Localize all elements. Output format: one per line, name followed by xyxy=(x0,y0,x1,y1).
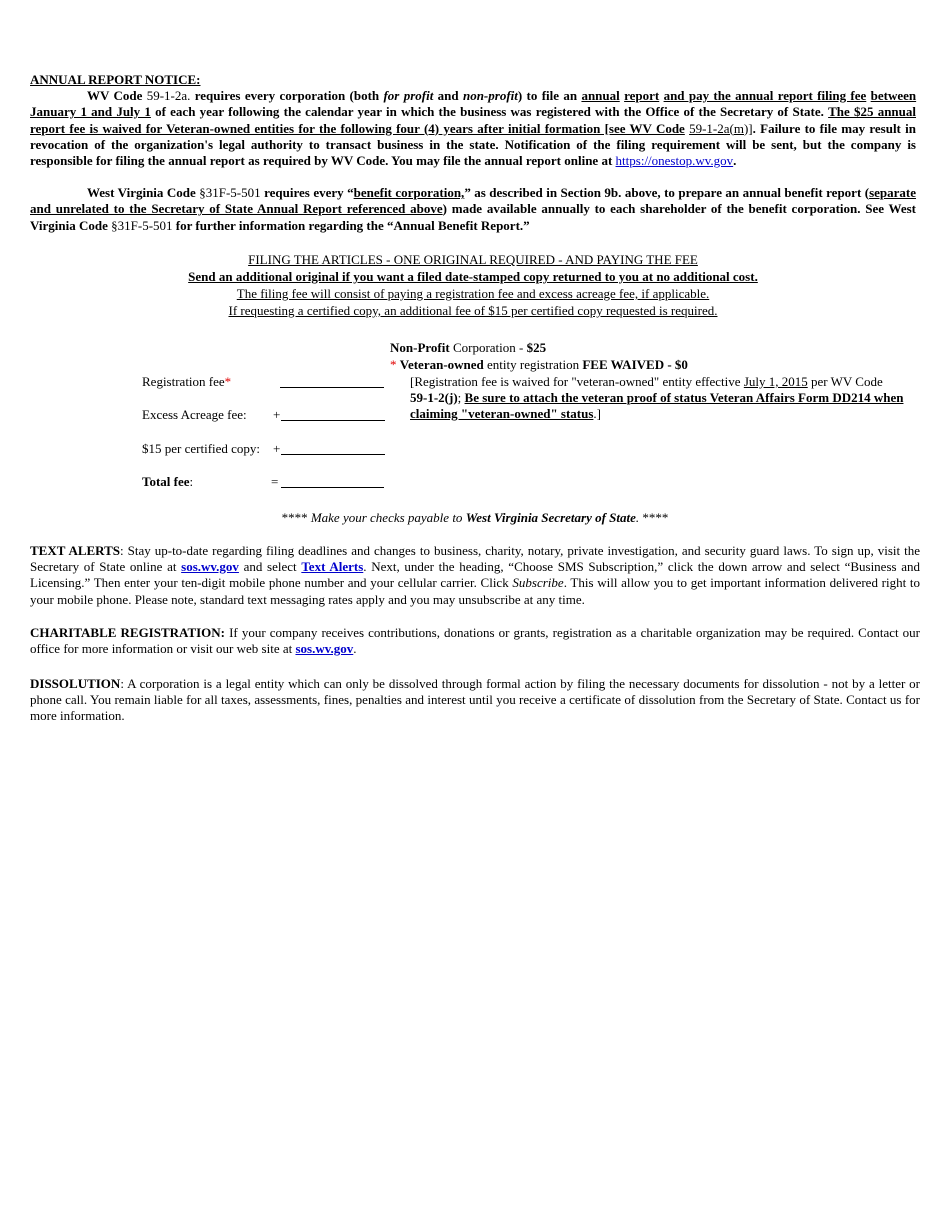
veteran-note: [Registration fee is waived for "veteran-owned" entity effective July 1, 2015 per WV Code 59-1-2(j); Be sure to attach the veteran proof of status Veteran Affairs Form DD214 when claiming "veteran-owned" status.] xyxy=(410,374,904,422)
onestop-link[interactable]: https://onestop.wv.gov xyxy=(615,153,734,169)
filing-title: FILING THE ARTICLES - ONE ORIGINAL REQUIRED - AND PAYING THE FEE xyxy=(248,252,698,267)
filing-section xyxy=(30,251,916,319)
sos-link[interactable]: sos.wv.gov xyxy=(181,559,239,575)
registration-fee-label: Registration fee* xyxy=(142,374,232,389)
dissolution-paragraph: DISSOLUTION: A corporation is a legal entity which can only be dissolved through formal action by filing the necessary documents for dissolution - not by a letter or phone call. You remain liable for all taxes, assessments, fines, penalties and interest until you receive a certificate of dissolution from the Secretary of State. Contact us for more information. xyxy=(30,676,920,724)
filing-line-2: Send an additional original if you want a filed date-stamped copy returned to you at no additional cost. xyxy=(188,269,758,284)
total-fee-field[interactable] xyxy=(281,476,384,488)
total-fee-label: Total fee: xyxy=(142,474,194,489)
text-alerts-link[interactable]: Text Alerts xyxy=(301,559,364,575)
annual-report-paragraph: WV Code 59-1-2a. requires every corporation (both for profit and non-profit) to file an annual report and pay the annual report filing fee between January 1 and July 1 of each year following the calendar year in which the business was registered with the Office of the Secretary of State. The $25 annual report fee is waived for Veteran-owned entities for the following four (4) years after initial formation [see WV Code 59-1-2a(m)]. Failure to file may result in revocation of the organization's legal authority to transact business in the state. Notification of the filing requirement will be sent, but the company is responsible for filing the annual report as required by WV Code. You may file the annual report online at https://onestop.wv.gov. xyxy=(30,88,917,169)
sos-link-charitable[interactable]: sos.wv.gov xyxy=(295,641,354,657)
checks-payable-line: **** Make your checks payable to West Virginia Secretary of State. **** xyxy=(281,510,669,525)
excess-acreage-field[interactable] xyxy=(281,409,385,421)
benefit-corporation-paragraph: West Virginia Code §31F-5-501 requires every “benefit corporation,” as described in Section 9b. above, to prepare an annual benefit report (separate and unrelated to the Secretary of State Annual Report referenced above) made available annually to each shareholder of the benefit corporation. See West Virginia Code §31F-5-501 for further information regarding the “Annual Benefit Report.” xyxy=(30,185,917,233)
certified-copy-label: $15 per certified copy: xyxy=(142,441,261,456)
certified-copy-plus: + xyxy=(273,441,281,456)
text-alerts-paragraph: TEXT ALERTS: Stay up-to-date regarding filing deadlines and changes to business, charity, notary, private investigation, and security guard laws. To sign up, visit the Secretary of State online at sos.wv.gov and select Text Alerts. Next, under the heading, “Choose SMS Subscription,” click the down arrow and select “Business and Licensing.” Then enter your ten-digit mobile phone number and your cellular carrier. Click Subscribe. This will allow you to get important information delivered right to your mobile phone. Please note, standard text messaging rates apply and you may unsubscribe at any time. xyxy=(30,543,921,607)
annual-report-heading: ANNUAL REPORT NOTICE: xyxy=(30,72,201,87)
nonprofit-fee-line: Non-Profit Corporation - $25 xyxy=(390,340,547,355)
veteran-fee-line: * Veteran-owned entity registration FEE WAIVED - $0 xyxy=(390,357,688,372)
filing-line-3: The filing fee will consist of paying a registration fee and excess acreage fee, if applicable. xyxy=(236,286,710,301)
registration-fee-field[interactable] xyxy=(280,376,384,388)
certified-copy-field[interactable] xyxy=(281,443,385,455)
excess-acreage-plus: + xyxy=(273,407,281,422)
excess-acreage-label: Excess Acreage fee: xyxy=(142,407,247,422)
filing-line-4: If requesting a certified copy, an additional fee of $15 per certified copy requested is required. xyxy=(228,303,718,318)
total-fee-equals: = xyxy=(271,474,279,489)
charitable-paragraph: CHARITABLE REGISTRATION: If your company receives contributions, donations or grants, registration as a charitable organization may be required. Contact our office for more information or visit our web site at sos.wv.gov. xyxy=(30,625,920,657)
annual-report-section xyxy=(30,72,916,234)
